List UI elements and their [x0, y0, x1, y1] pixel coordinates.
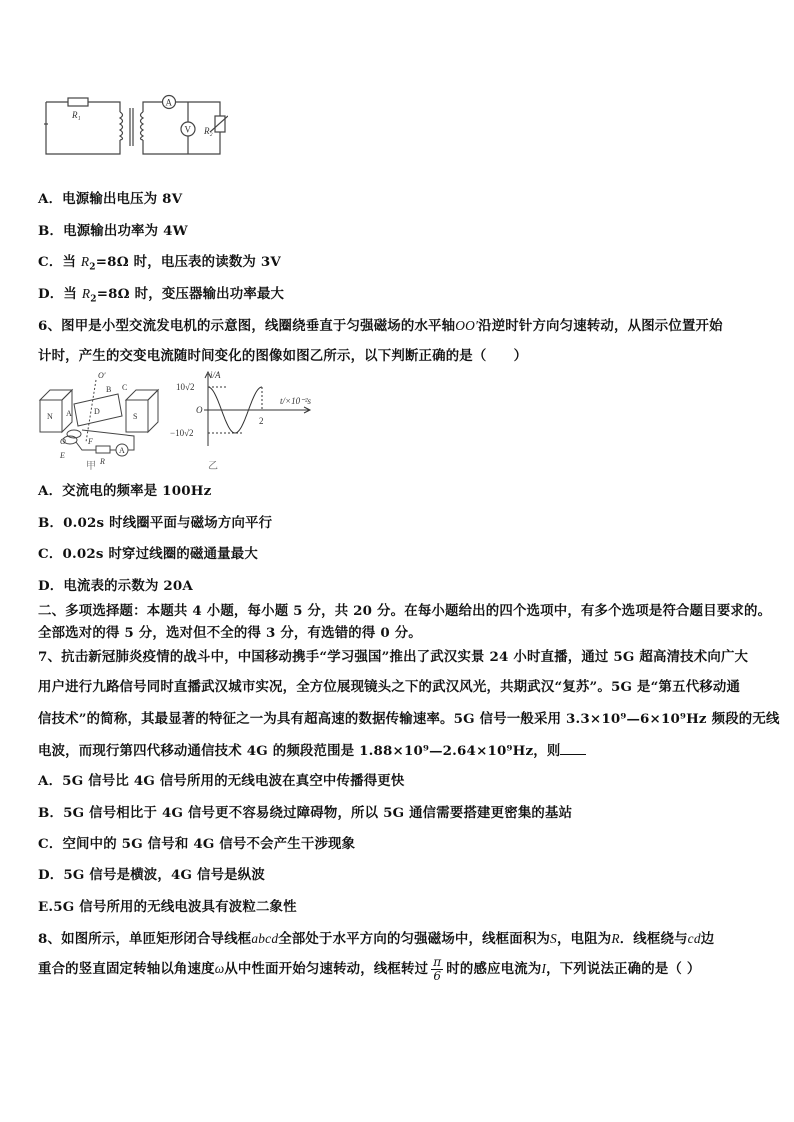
q6-option-c: C．0.02s 时穿过线圈的磁通量最大 [38, 546, 258, 562]
voltmeter-label: V [184, 124, 191, 135]
q8-resistance-r: R [611, 931, 620, 946]
q8-l2-a: 重合的竖直固定转轴以角速度 [38, 961, 215, 977]
q7-option-e: E.5G 信号所用的无线电波具有波粒二象性 [38, 899, 297, 915]
q8-l1-c: ，电阻为 [556, 931, 612, 947]
fig-jia-label-b: B [106, 385, 112, 394]
fig-jia-label-e: E [60, 451, 65, 460]
q7-option-b: B．5G 信号相比于 4G 信号更不容易绕过障碍物，所以 5G 通信需要搭建更密集的基站 [38, 805, 573, 821]
ammeter-label: A [165, 97, 172, 108]
fig-jia-label-r: R [100, 457, 105, 466]
q5-option-a: A．电源输出电压为 8V [38, 191, 183, 207]
fig-jia-label-f: F [88, 437, 93, 446]
generator-figure [36, 370, 160, 470]
q8-omega: ω [214, 961, 225, 976]
fig-yi-caption: 乙 [208, 461, 218, 472]
q5-d-sub: 2 [90, 294, 97, 305]
fig-jia-label-ammeter: A [119, 446, 125, 455]
graph-x-tick-2: 2 [259, 416, 264, 426]
q6-stem-line2: 计时，产生的交变电流随时间变化的图像如图乙所示，以下判断正确的是（ ） [38, 348, 528, 364]
q7-option-a: A．5G 信号比 4G 信号所用的无线电波在真空中传播得更快 [38, 773, 405, 789]
q8-frac-den: 6 [433, 969, 442, 983]
q6-axis-label: OO′ [455, 318, 479, 333]
graph-y-axis-label: i/A [210, 370, 221, 380]
transformer-circuit-figure [38, 88, 228, 160]
q5-c-prefix: C．当 [38, 254, 81, 270]
q8-cd: cd [687, 931, 701, 946]
q8-l1-b: 全部处于水平方向的匀强磁场中，线框面积为 [278, 931, 551, 947]
q5-c-var: R [80, 254, 90, 269]
r2-label: R₂ [204, 126, 213, 136]
q8-stem-line1 [38, 928, 714, 947]
q6-stem-b: 沿逆时针方向匀速转动，从图示位置开始 [478, 318, 723, 334]
q5-option-b: B．电源输出功率为 4W [38, 223, 188, 239]
q8-l2-b: 从中性面开始匀速转动，线框转过 [224, 961, 429, 977]
fig-jia-label-o: O [60, 437, 66, 446]
q7-stem-line2: 用户进行九路信号同时直播武汉城市实况，全方位展现镜头之下的武汉风光，共期武汉“复苏”。5G 是“第五代移动通 [38, 679, 741, 695]
q7-option-c: C．空间中的 5G 信号和 4G 信号不会产生干涉现象 [38, 836, 356, 852]
q5-d-suffix: =8Ω 时，变压器输出功率最大 [96, 286, 285, 302]
q8-frac-num: π [433, 955, 442, 969]
q7-stem-line3: 信技术”的简称，其最显著的特征之一为具有超高速的数据传输速率。5G 信号一般采用 3.3×10⁹—6×10⁹Hz 频段的无线 [38, 711, 780, 727]
q8-current-i: I [541, 961, 547, 976]
q8-l1-a: 8、如图所示，单匝矩形闭合导线框 [38, 931, 252, 947]
q6-stem-a: 6、图甲是小型交流发电机的示意图，线圈绕垂直于匀强磁场的水平轴 [38, 318, 456, 334]
q7-stem-line1: 7、抗击新冠肺炎疫情的战斗中，中国移动携手“学习强国”推出了武汉实景 24 小时直播，通过 5G 超高清技术向广大 [38, 649, 749, 665]
graph-y-neg-label: −10√2 [170, 428, 194, 438]
q5-option-d [38, 283, 284, 305]
fig-jia-label-o-prime: O′ [98, 371, 106, 380]
q6-stem-line1 [38, 315, 723, 334]
q7-option-d: D．5G 信号是横波，4G 信号是纵波 [38, 867, 265, 883]
q8-stem-line2 [38, 956, 700, 983]
q8-l1-d: ．线框绕与 [619, 931, 688, 947]
q6-option-a: A．交流电的频率是 100Hz [38, 483, 212, 499]
q8-abcd: abcd [251, 931, 279, 946]
fig-jia-label-s: S [133, 412, 138, 421]
section2-heading-line2: 全部选对的得 5 分，选对但不全的得 3 分，有选错的得 0 分。 [38, 625, 422, 641]
q8-l2-c: 时的感应电流为 [446, 961, 542, 977]
graph-x-axis-label: t/×10⁻²s [280, 396, 312, 406]
q6-option-d: D．电流表的示数为 20A [38, 578, 194, 594]
q8-l2-d: ，下列说法正确的是（ ） [546, 961, 701, 977]
q8-pi-over-6 [431, 956, 443, 983]
section2-heading-line1: 二、多项选择题：本题共 4 小题，每小题 5 分，共 20 分。在每小题给出的四个选项中，有多个选项是符合题目要求的。 [38, 603, 772, 619]
r1-label: R₁ [72, 110, 81, 120]
q7-stem-line4 [38, 740, 586, 759]
q5-c-sub: 2 [89, 262, 96, 273]
q5-c-suffix: =8Ω 时，电压表的读数为 3V [95, 254, 281, 270]
graph-origin-label: O [196, 405, 203, 415]
q5-d-prefix: D．当 [38, 286, 82, 302]
graph-y-pos-label: 10√2 [176, 382, 195, 392]
q7-stem-line4-text: 电波，而现行第四代移动通信技术 4G 的频段范围是 1.88×10⁹—2.64×10⁹Hz，则 [38, 743, 561, 759]
q5-option-c [38, 251, 281, 273]
fig-jia-label-n: N [47, 412, 53, 421]
q8-l1-e: 边 [700, 931, 715, 947]
fig-jia-label-c: C [122, 383, 128, 392]
q7-answer-blank [560, 742, 586, 755]
fig-jia-label-a: A [66, 409, 72, 418]
q6-option-b: B．0.02s 时线圈平面与磁场方向平行 [38, 515, 273, 531]
fig-jia-label-d: D [94, 407, 100, 416]
fig-jia-caption: 甲 [86, 461, 96, 470]
q5-d-var: R [81, 286, 91, 301]
current-time-graph [168, 368, 344, 472]
q8-area-s: S [550, 931, 557, 946]
